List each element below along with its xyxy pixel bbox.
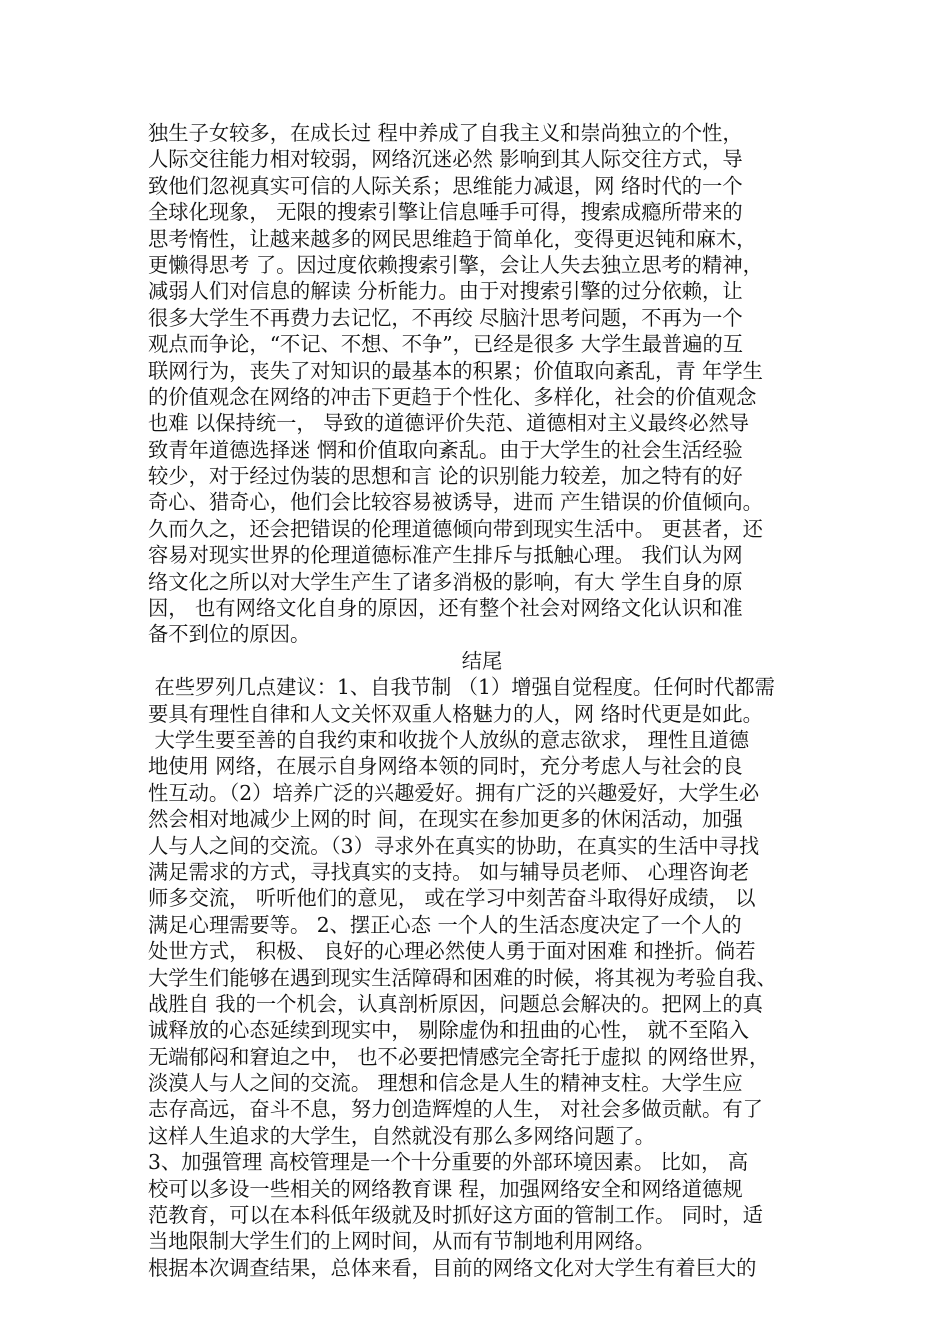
text-line: 满足需求的方式，寻找真实的支持。 如与辅导员老师、 心理咨询老 (148, 859, 750, 884)
text-line: 校可以多设一些相关的网络教育课 程，加强网络安全和网络道德规 (148, 1176, 743, 1201)
text-line: 诚释放的心态延续到现实中， 剔除虚伪和扭曲的心性， 就不至陷入 (148, 1018, 750, 1043)
text-line: 性互动。（2）培养广泛的兴趣爱好。拥有广泛的兴趣爱好，大学生必 (148, 780, 760, 805)
text-line: 容易对现实世界的伦理道德标准产生排斥与抵触心理。 我们认为网 (148, 543, 743, 568)
text-line: 独生子女较多，在成长过 程中养成了自我主义和崇尚独立的个性， (148, 121, 743, 145)
text-line: 人与人之间的交流。（3）寻求外在真实的协助，在真实的生活中寻找 (148, 833, 760, 858)
body-paragraph-2 (148, 674, 816, 1281)
text-line: 更懒得思考 了。因过度依赖搜索引擎，会让人失去独立思考的精神， (148, 252, 763, 277)
section-heading: 结尾 (461, 648, 503, 673)
text-line: 思考惰性，让越来越多的网民思维趋于简单化，变得更迟钝和麻木， (148, 226, 757, 251)
document-page (148, 120, 816, 1281)
text-line: 较少，对于经过伪装的思想和言 论的识别能力较差，加之特有的好 (148, 464, 743, 489)
text-line: 无端郁闷和窘迫之中， 也不必要把情感完全寄托于虚拟 的网络世界， (148, 1044, 770, 1069)
text-line: 战胜自 我的一个机会，认真剖析原因，问题总会解决的。把网上的真 (148, 991, 763, 1016)
text-line: 根据本次调查结果，总体来看，目前的网络文化对大学生有着巨大的 (148, 1255, 757, 1280)
text-line: 奇心、猎奇心，他们会比较容易被诱导，进而 产生错误的价值倾向。 (148, 490, 763, 515)
text-line: 观点而争论，“不记、不想、不争”，已经是很多 大学生最普遍的互 (148, 332, 744, 357)
text-line: 3、加强管理 高校管理是一个十分重要的外部环境因素。 比如， 高 (148, 1150, 749, 1175)
text-line: 全球化现象， 无限的搜索引擎让信息唾手可得，搜索成瘾所带来的 (148, 200, 743, 225)
text-line: 然会相对地减少上网的时 间，在现实在参加更多的休闲活动，加强 (148, 807, 743, 832)
text-line: 人际交往能力相对较弱，网络沉迷必然 影响到其人际交往方式，导 (148, 147, 743, 172)
text-line: 淡漠人与人之间的交流。 理想和信念是人生的精神支柱。大学生应 (148, 1071, 743, 1096)
body-paragraph-1 (148, 120, 816, 648)
text-line: 因， 也有网络文化自身的原因，还有整个社会对网络文化认识和准 (148, 596, 743, 621)
text-line: 地使用 网络，在展示自身网络本领的同时，充分考虑人与社会的良 (148, 754, 743, 779)
text-line: 范教育，可以在本科低年级就及时抓好这方面的管制工作。 同时，适 (148, 1203, 763, 1228)
text-line: 联网行为，丧失了对知识的最基本的积累；价值取向紊乱，青 年学生 (148, 358, 763, 383)
text-line: 在些罗列几点建议：1、自我节制 （1）增强自觉程度。任何时代都需 (148, 675, 775, 700)
text-line: 这样人生追求的大学生，自然就没有那么多网络问题了。 (148, 1123, 656, 1148)
text-line: 致他们忽视真实可信的人际关系；思维能力减退，网 络时代的一个 (148, 173, 743, 198)
text-line: 致青年道德选择迷 惘和价值取向紊乱。由于大学生的社会生活经验 (148, 437, 743, 462)
text-line: 久而久之，还会把错误的伦理道德倾向带到现实生活中。 更甚者，还 (148, 516, 763, 541)
text-line: 的价值观念在网络的冲击下更趋于个性化、多样化，社会的价值观念 (148, 384, 757, 409)
text-line: 处世方式， 积极、 良好的心理必然使人勇于面对困难 和挫折。倘若 (148, 939, 756, 964)
text-line: 备不到位的原因。 (148, 622, 311, 647)
text-line: 师多交流， 听听他们的意见， 或在学习中刻苦奋斗取得好成绩， 以 (148, 886, 756, 911)
text-line: 要具有理性自律和人文关怀双重人格魅力的人，网 络时代更是如此。 (148, 701, 763, 726)
text-line: 当地限制大学生们的上网时间，从而有节制地利用网络。 (148, 1229, 656, 1254)
text-line: 志存高远，奋斗不息，努力创造辉煌的人生， 对社会多做贡献。有了 (148, 1097, 763, 1122)
text-line: 减弱人们对信息的解读 分析能力。由于对搜索引擎的过分依赖，让 (148, 279, 743, 304)
text-line: 也难 以保持统一， 导致的道德评价失范、道德相对主义最终必然导 (148, 411, 750, 436)
text-line: 大学生们能够在遇到现实生活障碍和困难的时候，将其视为考验自我、 (148, 965, 777, 990)
text-line: 很多大学生不再费力去记忆，不再绞 尽脑汁思考问题，不再为一个 (148, 305, 743, 330)
text-line: 大学生要至善的自我约束和收拢个人放纵的意志欲求， 理性且道德 (148, 727, 750, 752)
text-line: 络文化之所以对大学生产生了诸多消极的影响，有大 学生自身的原 (148, 569, 743, 594)
text-line: 满足心理需要等。 2、摆正心态 一个人的生活态度决定了一个人的 (148, 912, 742, 937)
